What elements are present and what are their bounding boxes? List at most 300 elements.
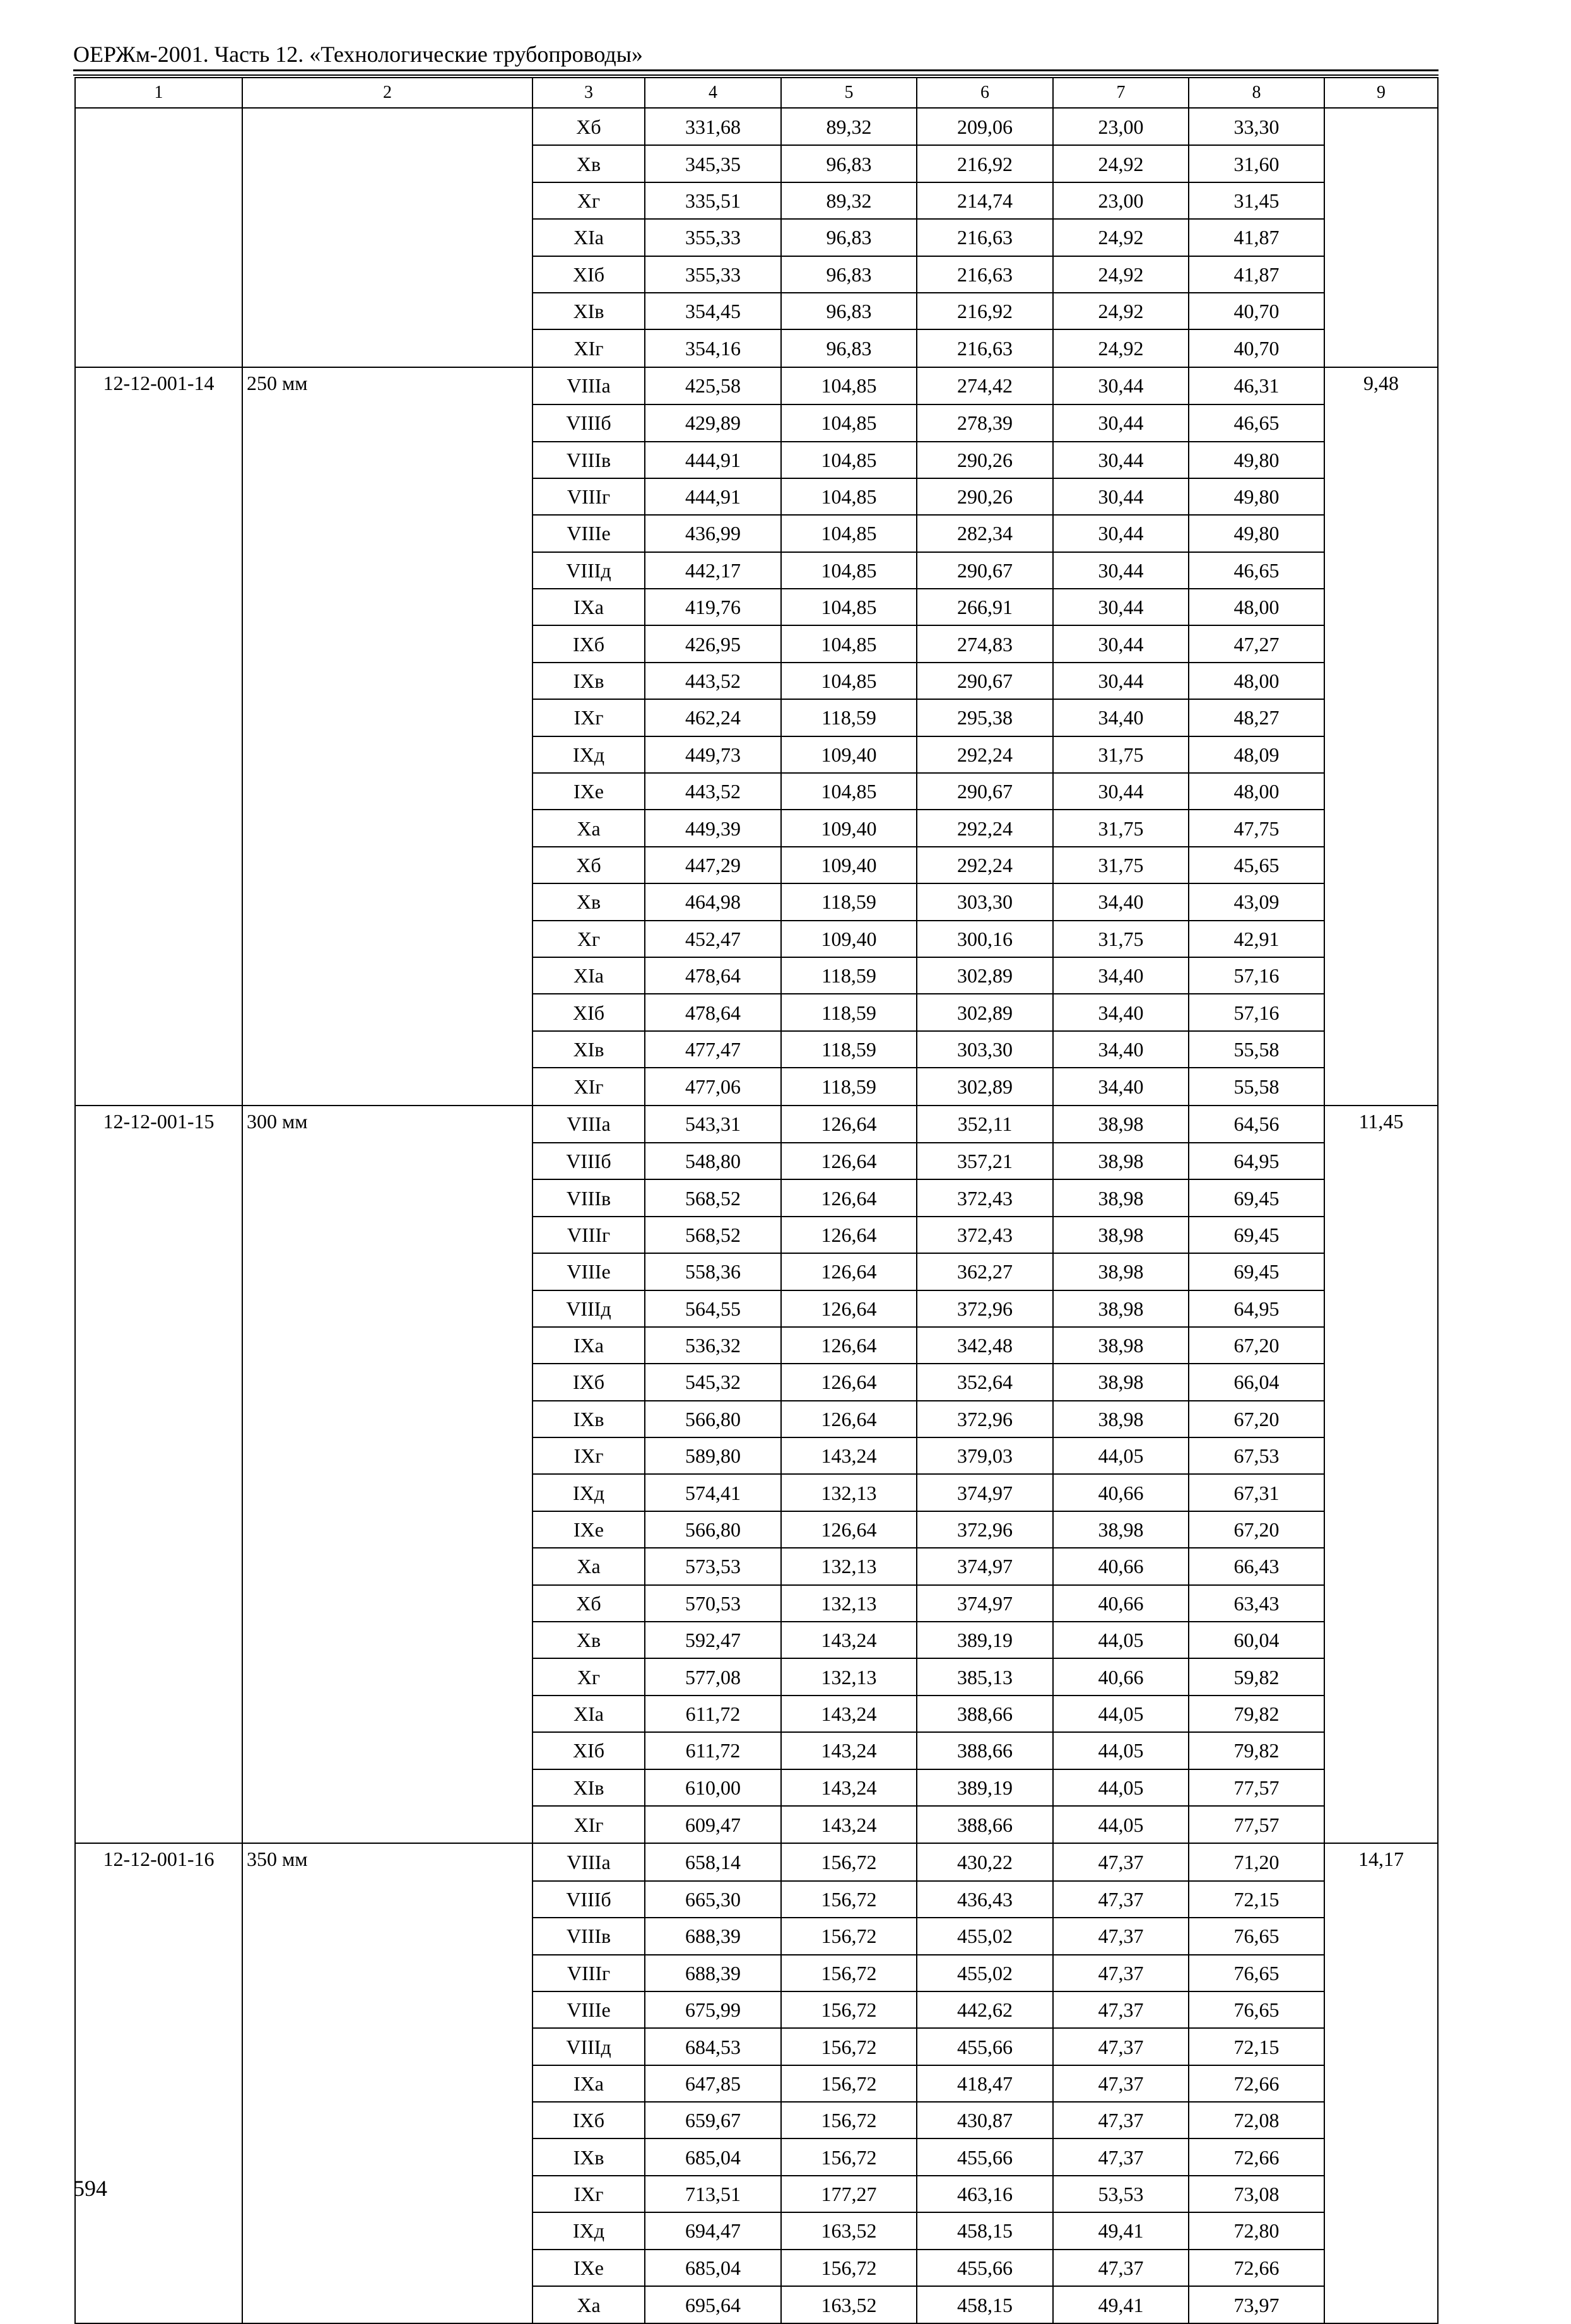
wages-cell: 156,72 [781, 1955, 917, 1991]
materials-cell: 41,87 [1189, 219, 1324, 256]
machinist-wages-cell: 24,92 [1053, 145, 1189, 182]
class-cell: Xг [532, 182, 645, 219]
labor-cost-cell [1324, 773, 1438, 810]
pipe-size-cell [242, 2102, 532, 2138]
total-cost-cell: 478,64 [645, 994, 781, 1030]
machines-cell: 362,27 [917, 1253, 1053, 1290]
machinist-wages-cell: 47,37 [1053, 1881, 1189, 1918]
pipe-size-cell [242, 883, 532, 920]
rate-code-cell [75, 1327, 242, 1364]
total-cost-cell: 675,99 [645, 1991, 781, 2028]
labor-cost-cell [1324, 883, 1438, 920]
total-cost-cell: 442,17 [645, 552, 781, 589]
rate-code-cell [75, 1881, 242, 1918]
labor-cost-cell [1324, 478, 1438, 515]
class-cell: Xв [532, 1622, 645, 1658]
materials-cell: 41,87 [1189, 256, 1324, 293]
machines-cell: 430,22 [917, 1843, 1053, 1880]
machinist-wages-cell: 40,66 [1053, 1548, 1189, 1584]
machinist-wages-cell: 30,44 [1053, 625, 1189, 662]
materials-cell: 46,65 [1189, 404, 1324, 441]
machines-cell: 455,66 [917, 2250, 1053, 2286]
wages-cell: 143,24 [781, 1806, 917, 1843]
rate-code-cell [75, 2286, 242, 2323]
pipe-size-cell [242, 1364, 532, 1400]
rate-code-cell [75, 2028, 242, 2065]
materials-cell: 31,45 [1189, 182, 1324, 219]
rate-code-cell: 12-12-001-14 [75, 367, 242, 404]
rate-code-cell [75, 663, 242, 699]
labor-cost-cell [1324, 1364, 1438, 1400]
total-cost-cell: 568,52 [645, 1179, 781, 1216]
class-cell: XIг [532, 1806, 645, 1843]
rate-code-cell [75, 1401, 242, 1437]
wages-cell: 118,59 [781, 1031, 917, 1068]
rate-code-cell [75, 1179, 242, 1216]
total-cost-cell: 335,51 [645, 182, 781, 219]
pipe-size-cell [242, 145, 532, 182]
pipe-size-cell [242, 1622, 532, 1658]
machines-cell: 372,96 [917, 1401, 1053, 1437]
rate-code-cell [75, 442, 242, 478]
wages-cell: 104,85 [781, 773, 917, 810]
pipe-size-cell [242, 773, 532, 810]
table-row [75, 1031, 1438, 1068]
wages-cell: 132,13 [781, 1658, 917, 1695]
table-row [75, 293, 1438, 329]
labor-cost-cell [1324, 847, 1438, 883]
column-header: 6 [917, 78, 1053, 108]
machines-cell: 442,62 [917, 1991, 1053, 2028]
pipe-size-cell [242, 810, 532, 846]
class-cell: XIг [532, 329, 645, 367]
class-cell: XIг [532, 1068, 645, 1105]
total-cost-cell: 449,39 [645, 810, 781, 846]
wages-cell: 126,64 [781, 1401, 917, 1437]
materials-cell: 72,15 [1189, 2028, 1324, 2065]
machines-cell: 463,16 [917, 2176, 1053, 2212]
total-cost-cell: 592,47 [645, 1622, 781, 1658]
pipe-size-cell [242, 1253, 532, 1290]
total-cost-cell: 659,67 [645, 2102, 781, 2138]
column-header: 3 [532, 78, 645, 108]
pipe-size-cell [242, 219, 532, 256]
wages-cell: 143,24 [781, 1437, 917, 1474]
class-cell: VIIIд [532, 1290, 645, 1327]
table-row [75, 1881, 1438, 1918]
machinist-wages-cell: 30,44 [1053, 404, 1189, 441]
table-row [75, 663, 1438, 699]
rate-code-cell [75, 773, 242, 810]
machines-cell: 374,97 [917, 1474, 1053, 1511]
table-row [75, 1401, 1438, 1437]
total-cost-cell: 685,04 [645, 2250, 781, 2286]
table-row [75, 1474, 1438, 1511]
class-cell: XIa [532, 957, 645, 994]
wages-cell: 109,40 [781, 921, 917, 957]
wages-cell: 126,64 [781, 1106, 917, 1143]
labor-cost-cell [1324, 1401, 1438, 1437]
machinist-wages-cell: 47,37 [1053, 1991, 1189, 2028]
class-cell: IXд [532, 736, 645, 773]
class-cell: Xa [532, 810, 645, 846]
total-cost-cell: 462,24 [645, 699, 781, 736]
machines-cell: 455,66 [917, 2028, 1053, 2065]
machines-cell: 290,67 [917, 663, 1053, 699]
machines-cell: 216,63 [917, 256, 1053, 293]
materials-cell: 72,80 [1189, 2212, 1324, 2249]
table-row [75, 145, 1438, 182]
machinist-wages-cell: 31,75 [1053, 847, 1189, 883]
labor-cost-cell [1324, 699, 1438, 736]
rate-code-cell [75, 1290, 242, 1327]
class-cell: Xa [532, 2286, 645, 2323]
machinist-wages-cell: 44,05 [1053, 1732, 1189, 1769]
machinist-wages-cell: 44,05 [1053, 1437, 1189, 1474]
wages-cell: 126,64 [781, 1217, 917, 1253]
rate-code-cell [75, 810, 242, 846]
machines-cell: 385,13 [917, 1658, 1053, 1695]
labor-cost-cell [1324, 1217, 1438, 1253]
wages-cell: 126,64 [781, 1290, 917, 1327]
machines-cell: 389,19 [917, 1622, 1053, 1658]
machinist-wages-cell: 38,98 [1053, 1179, 1189, 1216]
labor-cost-cell [1324, 2212, 1438, 2249]
total-cost-cell: 685,04 [645, 2138, 781, 2175]
materials-cell: 69,45 [1189, 1253, 1324, 1290]
total-cost-cell: 574,41 [645, 1474, 781, 1511]
total-cost-cell: 573,53 [645, 1548, 781, 1584]
pipe-size-cell [242, 1068, 532, 1105]
class-cell: IXв [532, 663, 645, 699]
pipe-size-cell: 250 мм [242, 367, 532, 404]
materials-cell: 60,04 [1189, 1622, 1324, 1658]
pipe-size-cell [242, 2065, 532, 2102]
materials-cell: 72,66 [1189, 2065, 1324, 2102]
class-cell: IXд [532, 1474, 645, 1511]
labor-cost-cell [1324, 1290, 1438, 1327]
total-cost-cell: 354,45 [645, 293, 781, 329]
rate-code-cell [75, 1437, 242, 1474]
machines-cell: 372,96 [917, 1511, 1053, 1548]
machines-cell: 278,39 [917, 404, 1053, 441]
wages-cell: 89,32 [781, 108, 917, 145]
wages-cell: 104,85 [781, 404, 917, 441]
table-row [75, 552, 1438, 589]
machines-cell: 418,47 [917, 2065, 1053, 2102]
machines-cell: 216,92 [917, 293, 1053, 329]
labor-cost-cell [1324, 625, 1438, 662]
table-row [75, 1327, 1438, 1364]
machinist-wages-cell: 47,37 [1053, 2065, 1189, 2102]
wages-cell: 109,40 [781, 736, 917, 773]
pipe-size-cell [242, 2028, 532, 2065]
rate-code-cell [75, 2138, 242, 2175]
materials-cell: 66,43 [1189, 1548, 1324, 1584]
table-row [75, 1290, 1438, 1327]
machines-cell: 388,66 [917, 1806, 1053, 1843]
labor-cost-cell [1324, 1474, 1438, 1511]
labor-cost-cell [1324, 957, 1438, 994]
machines-cell: 274,83 [917, 625, 1053, 662]
total-cost-cell: 611,72 [645, 1696, 781, 1732]
labor-cost-cell [1324, 2065, 1438, 2102]
labor-cost-cell [1324, 329, 1438, 367]
table-row [75, 2176, 1438, 2212]
rate-code-cell [75, 182, 242, 219]
table-row [75, 847, 1438, 883]
machinist-wages-cell: 31,75 [1053, 736, 1189, 773]
wages-cell: 156,72 [781, 2028, 917, 2065]
pipe-size-cell [242, 1474, 532, 1511]
pipe-size-cell [242, 663, 532, 699]
pipe-size-cell [242, 1955, 532, 1991]
wages-cell: 104,85 [781, 663, 917, 699]
machinist-wages-cell: 38,98 [1053, 1401, 1189, 1437]
rate-code-cell [75, 736, 242, 773]
wages-cell: 177,27 [781, 2176, 917, 2212]
labor-cost-cell [1324, 1696, 1438, 1732]
machines-cell: 300,16 [917, 921, 1053, 957]
total-cost-cell: 355,33 [645, 219, 781, 256]
machinist-wages-cell: 34,40 [1053, 1068, 1189, 1105]
pipe-size-cell [242, 1732, 532, 1769]
wages-cell: 156,72 [781, 1843, 917, 1880]
class-cell: Xa [532, 1548, 645, 1584]
class-cell: IXб [532, 2102, 645, 2138]
wages-cell: 156,72 [781, 1881, 917, 1918]
class-cell: VIIIд [532, 552, 645, 589]
rate-code-cell [75, 515, 242, 552]
materials-cell: 42,91 [1189, 921, 1324, 957]
machinist-wages-cell: 30,44 [1053, 515, 1189, 552]
class-cell: VIIIe [532, 1253, 645, 1290]
rate-code-cell [75, 699, 242, 736]
wages-cell: 104,85 [781, 515, 917, 552]
materials-cell: 67,20 [1189, 1401, 1324, 1437]
total-cost-cell: 477,06 [645, 1068, 781, 1105]
machines-cell: 430,87 [917, 2102, 1053, 2138]
machinist-wages-cell: 34,40 [1053, 883, 1189, 920]
machines-cell: 389,19 [917, 1769, 1053, 1806]
column-header: 7 [1053, 78, 1189, 108]
table-row [75, 1991, 1438, 2028]
class-cell: XIб [532, 256, 645, 293]
labor-cost-cell [1324, 256, 1438, 293]
wages-cell: 132,13 [781, 1474, 917, 1511]
labor-cost-cell [1324, 1068, 1438, 1105]
total-cost-cell: 589,80 [645, 1437, 781, 1474]
class-cell: IXa [532, 589, 645, 625]
wages-cell: 126,64 [781, 1364, 917, 1400]
column-header: 5 [781, 78, 917, 108]
wages-cell: 104,85 [781, 552, 917, 589]
machines-cell: 302,89 [917, 1068, 1053, 1105]
pipe-size-cell [242, 1437, 532, 1474]
rate-code-cell [75, 478, 242, 515]
rate-code-cell [75, 1253, 242, 1290]
labor-cost-cell [1324, 1327, 1438, 1364]
wages-cell: 118,59 [781, 699, 917, 736]
wages-cell: 109,40 [781, 810, 917, 846]
wages-cell: 126,64 [781, 1253, 917, 1290]
total-cost-cell: 694,47 [645, 2212, 781, 2249]
class-cell: VIIIa [532, 1106, 645, 1143]
materials-cell: 31,60 [1189, 145, 1324, 182]
materials-cell: 76,65 [1189, 1955, 1324, 1991]
total-cost-cell: 449,73 [645, 736, 781, 773]
wages-cell: 156,72 [781, 2250, 917, 2286]
wages-cell: 96,83 [781, 293, 917, 329]
class-cell: Xб [532, 108, 645, 145]
materials-cell: 72,08 [1189, 2102, 1324, 2138]
materials-cell: 76,65 [1189, 1991, 1324, 2028]
total-cost-cell: 331,68 [645, 108, 781, 145]
materials-cell: 46,65 [1189, 552, 1324, 589]
class-cell: XIб [532, 1732, 645, 1769]
table-row [75, 625, 1438, 662]
document-header: ОЕРЖм-2001. Часть 12. «Технологические трубопроводы» [73, 42, 643, 67]
machinist-wages-cell: 38,98 [1053, 1327, 1189, 1364]
total-cost-cell: 665,30 [645, 1881, 781, 1918]
rate-code-cell [75, 883, 242, 920]
table-row [75, 219, 1438, 256]
labor-cost-cell [1324, 552, 1438, 589]
machines-cell: 290,67 [917, 552, 1053, 589]
materials-cell: 47,27 [1189, 625, 1324, 662]
wages-cell: 132,13 [781, 1548, 917, 1584]
wages-cell: 143,24 [781, 1732, 917, 1769]
wages-cell: 163,52 [781, 2286, 917, 2323]
rate-code-cell [75, 957, 242, 994]
machinist-wages-cell: 38,98 [1053, 1290, 1189, 1327]
header-rule-thin [73, 74, 1439, 76]
pipe-size-cell [242, 1143, 532, 1179]
table-row [75, 1143, 1438, 1179]
machinist-wages-cell: 30,44 [1053, 552, 1189, 589]
class-cell: XIв [532, 293, 645, 329]
table-row [75, 1364, 1438, 1400]
labor-cost-cell [1324, 2250, 1438, 2286]
wages-cell: 156,72 [781, 1918, 917, 1954]
total-cost-cell: 429,89 [645, 404, 781, 441]
class-cell: Xг [532, 921, 645, 957]
wages-cell: 118,59 [781, 883, 917, 920]
pipe-size-cell [242, 994, 532, 1030]
materials-cell: 40,70 [1189, 293, 1324, 329]
materials-cell: 67,53 [1189, 1437, 1324, 1474]
pipe-size-cell [242, 1658, 532, 1695]
table-row [75, 1955, 1438, 1991]
wages-cell: 104,85 [781, 478, 917, 515]
class-cell: XIв [532, 1769, 645, 1806]
labor-cost-cell: 9,48 [1324, 367, 1438, 404]
pipe-size-cell [242, 847, 532, 883]
machinist-wages-cell: 24,92 [1053, 329, 1189, 367]
rate-code-cell [75, 293, 242, 329]
class-cell: IXг [532, 1437, 645, 1474]
total-cost-cell: 436,99 [645, 515, 781, 552]
class-cell: VIIIб [532, 1143, 645, 1179]
materials-cell: 48,00 [1189, 663, 1324, 699]
class-cell: IXe [532, 1511, 645, 1548]
total-cost-cell: 566,80 [645, 1401, 781, 1437]
table-row [75, 1437, 1438, 1474]
labor-cost-cell [1324, 1179, 1438, 1216]
table-row [75, 589, 1438, 625]
pipe-size-cell [242, 957, 532, 994]
labor-cost-cell [1324, 145, 1438, 182]
machinist-wages-cell: 40,66 [1053, 1585, 1189, 1622]
machines-cell: 290,67 [917, 773, 1053, 810]
pipe-size-cell [242, 293, 532, 329]
table-row [75, 1548, 1438, 1584]
wages-cell: 104,85 [781, 589, 917, 625]
labor-cost-cell [1324, 1253, 1438, 1290]
table-row [75, 367, 1438, 404]
rate-code-cell [75, 329, 242, 367]
materials-cell: 63,43 [1189, 1585, 1324, 1622]
machines-cell: 290,26 [917, 442, 1053, 478]
total-cost-cell: 695,64 [645, 2286, 781, 2323]
pipe-size-cell [242, 1290, 532, 1327]
labor-cost-cell: 14,17 [1324, 1843, 1438, 1880]
wages-cell: 96,83 [781, 145, 917, 182]
labor-cost-cell [1324, 1511, 1438, 1548]
materials-cell: 59,82 [1189, 1658, 1324, 1695]
table-row [75, 1732, 1438, 1769]
pipe-size-cell [242, 2176, 532, 2212]
table-row [75, 2138, 1438, 2175]
pipe-size-cell [242, 1769, 532, 1806]
machines-cell: 455,66 [917, 2138, 1053, 2175]
table-row [75, 2065, 1438, 2102]
materials-cell: 48,09 [1189, 736, 1324, 773]
machinist-wages-cell: 38,98 [1053, 1253, 1189, 1290]
machines-cell: 352,64 [917, 1364, 1053, 1400]
table-row [75, 921, 1438, 957]
labor-cost-cell [1324, 1881, 1438, 1918]
column-header: 8 [1189, 78, 1324, 108]
total-cost-cell: 543,31 [645, 1106, 781, 1143]
class-cell: IXa [532, 2065, 645, 2102]
wages-cell: 118,59 [781, 957, 917, 994]
wages-cell: 89,32 [781, 182, 917, 219]
materials-cell: 48,27 [1189, 699, 1324, 736]
rate-code-cell [75, 2065, 242, 2102]
machines-cell: 455,02 [917, 1918, 1053, 1954]
machinist-wages-cell: 24,92 [1053, 256, 1189, 293]
machinist-wages-cell: 47,37 [1053, 2138, 1189, 2175]
materials-cell: 49,80 [1189, 442, 1324, 478]
column-number-row [75, 78, 1438, 108]
class-cell: IXв [532, 1401, 645, 1437]
page-number: 594 [73, 2176, 107, 2201]
total-cost-cell: 568,52 [645, 1217, 781, 1253]
pipe-size-cell [242, 1401, 532, 1437]
materials-cell: 67,20 [1189, 1511, 1324, 1548]
table-body [75, 78, 1438, 2323]
class-cell: IXд [532, 2212, 645, 2249]
class-cell: VIIIв [532, 1918, 645, 1954]
materials-cell: 64,95 [1189, 1143, 1324, 1179]
class-cell: IXe [532, 2250, 645, 2286]
pipe-size-cell: 300 мм [242, 1106, 532, 1143]
class-cell: VIIIг [532, 1955, 645, 1991]
pipe-size-cell [242, 182, 532, 219]
labor-cost-cell [1324, 2028, 1438, 2065]
class-cell: VIIIг [532, 1217, 645, 1253]
